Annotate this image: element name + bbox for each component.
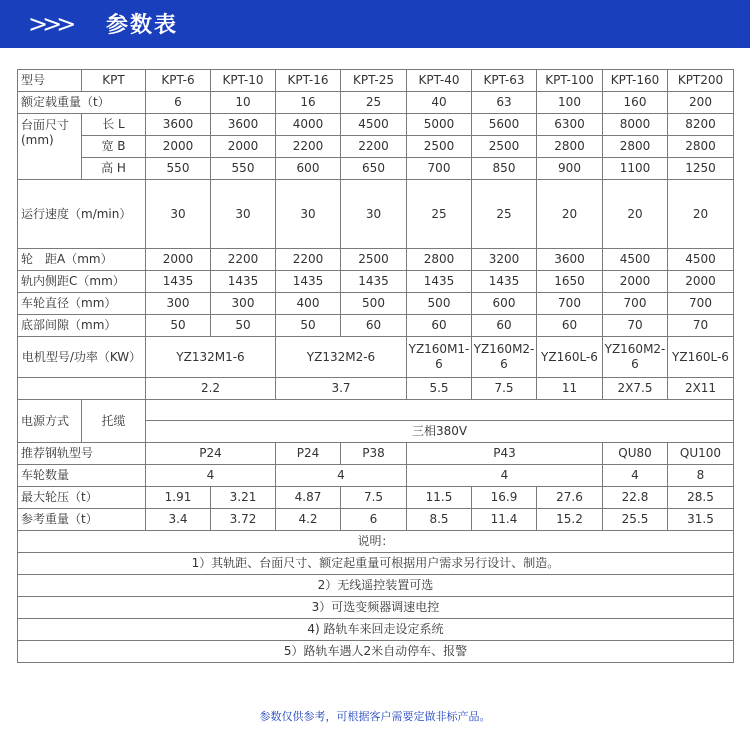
- table-row: [18, 443, 734, 465]
- table-cell: 31.5: [668, 509, 734, 531]
- table-cell: 8.5: [407, 509, 472, 531]
- table-cell: 2800: [407, 249, 472, 271]
- table-cell: 2200: [276, 136, 341, 158]
- table-cell: KPT-25: [341, 70, 407, 92]
- table-cell: 长 L: [82, 114, 146, 136]
- page-title: 参数表: [106, 13, 179, 38]
- table-cell: 600: [276, 158, 341, 180]
- table-cell: 4: [146, 465, 276, 487]
- table-cell: 40: [407, 92, 472, 114]
- table-cell: 电机型号/功率（KW）: [18, 337, 146, 378]
- table-cell: 900: [537, 158, 603, 180]
- table-cell: 25: [407, 180, 472, 249]
- table-cell: 3.21: [211, 487, 276, 509]
- table-row: [18, 70, 734, 92]
- table-cell: 车轮直径（mm）: [18, 293, 146, 315]
- table-cell: 60: [341, 315, 407, 337]
- table-cell: 300: [146, 293, 211, 315]
- table-cell: 5600: [472, 114, 537, 136]
- table-cell: 2000: [668, 271, 734, 293]
- table-cell: 1435: [211, 271, 276, 293]
- table-cell: [146, 400, 734, 421]
- table-cell: 电源方式: [18, 400, 82, 443]
- table-cell: 4: [407, 465, 603, 487]
- table-cell: 60: [472, 315, 537, 337]
- spec-table: [17, 69, 734, 663]
- table-cell: YZ160M2-6: [472, 337, 537, 378]
- table-cell: 6: [341, 509, 407, 531]
- table-cell: 30: [146, 180, 211, 249]
- table-cell: 2500: [472, 136, 537, 158]
- table-cell: 11.4: [472, 509, 537, 531]
- table-cell: P24: [276, 443, 341, 465]
- table-cell: 4: [276, 465, 407, 487]
- table-cell: KPT-63: [472, 70, 537, 92]
- table-cell: 70: [668, 315, 734, 337]
- table-cell: 50: [276, 315, 341, 337]
- table-cell: KPT-100: [537, 70, 603, 92]
- table-cell: YZ160M1-6: [407, 337, 472, 378]
- table-row: [18, 378, 734, 400]
- table-cell: 车轮数量: [18, 465, 146, 487]
- table-cell: YZ160L-6: [537, 337, 603, 378]
- table-row: [18, 180, 734, 249]
- table-cell: 20: [603, 180, 668, 249]
- table-cell: 台面尺寸(mm): [18, 114, 82, 180]
- table-cell: 8200: [668, 114, 734, 136]
- table-cell: 4500: [668, 249, 734, 271]
- table-row: [18, 271, 734, 293]
- table-cell: 600: [472, 293, 537, 315]
- table-cell: 7.5: [341, 487, 407, 509]
- table-cell: 轮 距A（mm）: [18, 249, 146, 271]
- table-row: [18, 597, 734, 619]
- table-cell: QU100: [668, 443, 734, 465]
- table-cell: 11.5: [407, 487, 472, 509]
- note-item: 3）可选变频器调速电控: [18, 597, 734, 619]
- table-cell: 25.5: [603, 509, 668, 531]
- table-cell: 500: [341, 293, 407, 315]
- table-row: [18, 575, 734, 597]
- spec-table-container: [17, 69, 733, 663]
- table-cell: 最大轮压（t）: [18, 487, 146, 509]
- table-cell: 2200: [211, 249, 276, 271]
- table-cell: 10: [211, 92, 276, 114]
- table-cell: 2800: [603, 136, 668, 158]
- table-cell: 7.5: [472, 378, 537, 400]
- table-cell: P38: [341, 443, 407, 465]
- header-bar: [0, 0, 750, 48]
- table-cell: 100: [537, 92, 603, 114]
- table-cell: 1435: [276, 271, 341, 293]
- double-chevron-icon: >>>: [28, 10, 71, 38]
- table-row: [18, 136, 734, 158]
- table-cell: 2000: [146, 136, 211, 158]
- table-cell: 额定载重量（t）: [18, 92, 146, 114]
- table-cell: 2.2: [146, 378, 276, 400]
- table-cell: 8: [668, 465, 734, 487]
- table-cell: KPT200: [668, 70, 734, 92]
- table-cell: 3200: [472, 249, 537, 271]
- notes-title: 说明：: [18, 531, 734, 553]
- table-cell: 850: [472, 158, 537, 180]
- table-cell: YZ160M2-6: [603, 337, 668, 378]
- table-cell: 托缆: [82, 400, 146, 443]
- table-cell: 60: [407, 315, 472, 337]
- table-cell: 5.5: [407, 378, 472, 400]
- table-cell: 2000: [146, 249, 211, 271]
- table-cell: 底部间隙（mm）: [18, 315, 146, 337]
- table-row: [18, 114, 734, 136]
- table-row: [18, 619, 734, 641]
- table-cell: 6: [146, 92, 211, 114]
- table-row: [18, 293, 734, 315]
- table-cell: 2500: [341, 249, 407, 271]
- table-cell: 25: [472, 180, 537, 249]
- table-cell: 2200: [276, 249, 341, 271]
- table-cell: 3.7: [276, 378, 407, 400]
- table-cell: 参考重量（t）: [18, 509, 146, 531]
- table-cell: 6300: [537, 114, 603, 136]
- table-cell: 高 H: [82, 158, 146, 180]
- table-cell: 推荐钢轨型号: [18, 443, 146, 465]
- table-cell: 3.72: [211, 509, 276, 531]
- note-item: 2）无线遥控装置可选: [18, 575, 734, 597]
- table-cell: 3600: [211, 114, 276, 136]
- table-cell: 4000: [276, 114, 341, 136]
- table-cell: 200: [668, 92, 734, 114]
- table-cell: 550: [146, 158, 211, 180]
- table-cell: 1250: [668, 158, 734, 180]
- table-cell: 63: [472, 92, 537, 114]
- table-cell: 3.4: [146, 509, 211, 531]
- table-row: [18, 249, 734, 271]
- table-cell: 2200: [341, 136, 407, 158]
- table-cell: KPT-10: [211, 70, 276, 92]
- table-cell: 宽 B: [82, 136, 146, 158]
- table-cell: 1435: [146, 271, 211, 293]
- table-cell: 2500: [407, 136, 472, 158]
- table-cell: 5000: [407, 114, 472, 136]
- table-cell: 30: [276, 180, 341, 249]
- table-row: [18, 337, 734, 378]
- table-cell: 700: [407, 158, 472, 180]
- table-row: [18, 509, 734, 531]
- table-cell: 轨内侧距C（mm）: [18, 271, 146, 293]
- table-cell: 1435: [341, 271, 407, 293]
- table-cell: KPT-16: [276, 70, 341, 92]
- table-cell: 30: [211, 180, 276, 249]
- table-cell: 2800: [668, 136, 734, 158]
- table-cell: 300: [211, 293, 276, 315]
- table-cell: 2800: [537, 136, 603, 158]
- table-row: [18, 465, 734, 487]
- table-cell: 27.6: [537, 487, 603, 509]
- table-cell: 2X7.5: [603, 378, 668, 400]
- table-cell: [18, 378, 146, 400]
- table-row: [18, 315, 734, 337]
- note-item: 5）路轨车遇人2米自动停车、报警: [18, 641, 734, 663]
- table-cell: KPT-40: [407, 70, 472, 92]
- table-cell: 1435: [472, 271, 537, 293]
- table-cell: 2000: [603, 271, 668, 293]
- table-row: [18, 400, 734, 421]
- table-cell: 22.8: [603, 487, 668, 509]
- table-cell: 400: [276, 293, 341, 315]
- note-item: 4) 路轨车来回走设定系统: [18, 619, 734, 641]
- table-cell: KPT-6: [146, 70, 211, 92]
- table-cell: 1.91: [146, 487, 211, 509]
- table-cell: 700: [603, 293, 668, 315]
- table-cell: 28.5: [668, 487, 734, 509]
- table-cell: YZ132M2-6: [276, 337, 407, 378]
- table-row: [18, 92, 734, 114]
- table-cell: 4500: [341, 114, 407, 136]
- table-cell: 30: [341, 180, 407, 249]
- table-cell: 1100: [603, 158, 668, 180]
- table-cell: 3600: [146, 114, 211, 136]
- table-cell: 三相380V: [146, 421, 734, 443]
- table-cell: 8000: [603, 114, 668, 136]
- table-cell: 4.2: [276, 509, 341, 531]
- table-cell: 50: [211, 315, 276, 337]
- table-cell: YZ132M1-6: [146, 337, 276, 378]
- table-cell: 700: [537, 293, 603, 315]
- table-cell: 16: [276, 92, 341, 114]
- table-cell: KPT: [82, 70, 146, 92]
- table-cell: 160: [603, 92, 668, 114]
- table-cell: 2X11: [668, 378, 734, 400]
- table-cell: 650: [341, 158, 407, 180]
- table-cell: KPT-160: [603, 70, 668, 92]
- table-cell: 3600: [537, 249, 603, 271]
- table-cell: 15.2: [537, 509, 603, 531]
- table-cell: 70: [603, 315, 668, 337]
- table-row: [18, 487, 734, 509]
- table-cell: 25: [341, 92, 407, 114]
- table-cell: 11: [537, 378, 603, 400]
- table-row: [18, 641, 734, 663]
- table-cell: 1650: [537, 271, 603, 293]
- table-row: [18, 553, 734, 575]
- footer-disclaimer: 参数仅供参考，可根据客户需要定做非标产品。: [259, 710, 491, 723]
- table-cell: 60: [537, 315, 603, 337]
- table-cell: 型号: [18, 70, 82, 92]
- note-item: 1）其轨距、台面尺寸、额定起重量可根据用户需求另行设计、制造。: [18, 553, 734, 575]
- table-cell: 2000: [211, 136, 276, 158]
- table-cell: P43: [407, 443, 603, 465]
- table-cell: 550: [211, 158, 276, 180]
- table-cell: 4.87: [276, 487, 341, 509]
- table-cell: YZ160L-6: [668, 337, 734, 378]
- table-cell: 1435: [407, 271, 472, 293]
- table-cell: 20: [537, 180, 603, 249]
- table-cell: 50: [146, 315, 211, 337]
- table-row: [18, 531, 734, 553]
- table-cell: 4500: [603, 249, 668, 271]
- table-cell: 20: [668, 180, 734, 249]
- table-cell: 16.9: [472, 487, 537, 509]
- table-cell: P24: [146, 443, 276, 465]
- table-row: [18, 158, 734, 180]
- table-cell: 运行速度（m/min）: [18, 180, 146, 249]
- table-cell: 500: [407, 293, 472, 315]
- table-cell: 4: [603, 465, 668, 487]
- table-cell: QU80: [603, 443, 668, 465]
- table-cell: 700: [668, 293, 734, 315]
